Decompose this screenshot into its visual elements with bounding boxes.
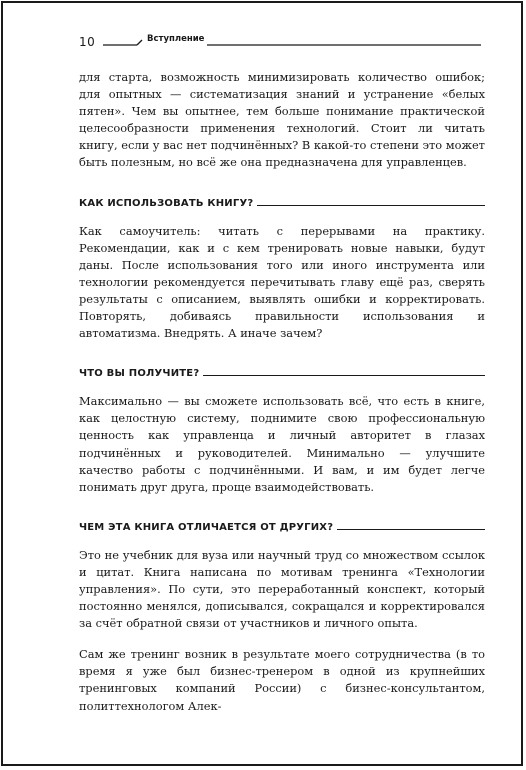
page-body [79,69,485,715]
section-name: Вступление [147,34,205,44]
header-rule [79,34,481,50]
heading-how-to-use [79,198,485,209]
book-page [1,1,523,766]
heading-what-you-get [79,368,485,379]
heading-text: ЧТО ВЫ ПОЛУЧИТЕ? [79,368,200,380]
paragraph: Максимально — вы сможете использовать всё, что есть в книге, как целостную систему, поднимите свою профессиональную ценность как управленца и личный авторитет в глазах подчинённых и руководителей. Минимально — улучшите качество работы с подчинёнными. И вам, и им будет легче понимать друг друга, проще взаимодействовать. [79,394,485,494]
heading-rule [337,529,485,530]
heading-rule [203,375,485,376]
running-header [79,34,481,50]
heading-how-different [79,522,485,533]
heading-text: КАК ИСПОЛЬЗОВАТЬ КНИГУ? [79,197,254,209]
page-number: 10 [79,35,96,49]
paragraph: Как самоучитель: читать с перерывами на практику. Рекомендации, как и с кем тренировать новые навыки, будут даны. После использования того или иного инструмента или технологии рекомендуется перечитывать главу ещё раз, сверять результаты с описанием, выявлять ошибки и корректировать. Повторять, добиваясь правильности использования и автоматизма. Внедрять. А иначе зачем? [79,223,485,341]
intro-paragraph: для старта, возможность минимизировать количество ошибок; для опытных — систематизация знаний и устранение «белых пятен». Чем вы опытнее, тем больше понимание практической целесообразности применения технологий. Стоит ли читать книгу, если у вас нет подчинённых? В какой-то степени это может быть полезным, но всё же она предназначена для управленцев. [79,70,485,170]
paragraph: Сам же тренинг возник в результате моего сотрудничества (в то время я уже был бизнес-тренером в одной из крупнейших тренинговых компаний России) с бизнес-консультантом, политтехнологом Алек- [79,647,485,713]
heading-rule [257,205,485,206]
heading-text: ЧЕМ ЭТА КНИГА ОТЛИЧАЕТСЯ ОТ ДРУГИХ? [79,521,334,533]
paragraph: Это не учебник для вуза или научный труд со множеством ссылок и цитат. Книга написана по мотивам тренинга «Технологии управления». По сути, это переработанный конспект, который постоянно менялся, дописывался, сокращался и корректировался за счёт обратной связи от участников и личного опыта. [79,547,485,631]
